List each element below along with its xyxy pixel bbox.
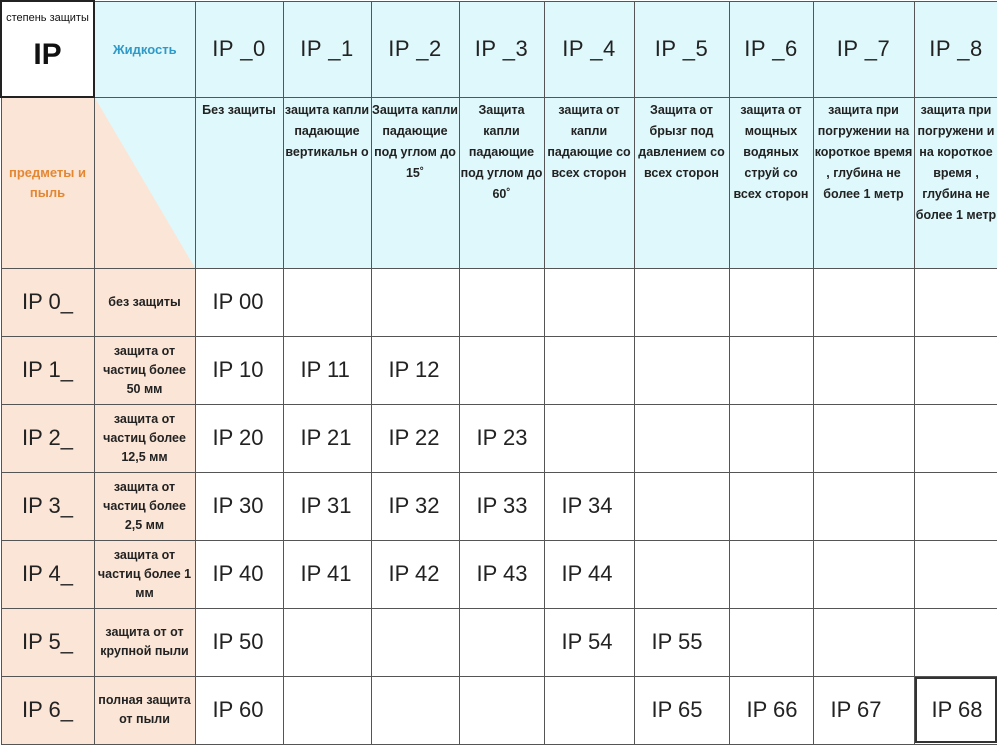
empty-cell bbox=[914, 336, 997, 404]
empty-cell bbox=[914, 472, 997, 540]
ip-code-cell: IP 23 bbox=[459, 404, 544, 472]
protection-degree-caption: степень защиты bbox=[6, 12, 89, 24]
empty-cell bbox=[729, 404, 813, 472]
row-code: IP 2_ bbox=[1, 404, 94, 472]
empty-cell bbox=[634, 404, 729, 472]
table-row bbox=[1, 336, 997, 404]
row-description: полная защита от пыли bbox=[94, 676, 195, 744]
row-code: IP 4_ bbox=[1, 540, 94, 608]
empty-cell bbox=[371, 608, 459, 676]
column-description: защита от капли падающие со всех сторон bbox=[544, 97, 634, 268]
empty-cell bbox=[459, 676, 544, 744]
row-code: IP 3_ bbox=[1, 472, 94, 540]
empty-cell bbox=[813, 336, 914, 404]
empty-cell bbox=[459, 608, 544, 676]
liquid-label: Жидкость bbox=[94, 1, 195, 97]
row-description: защита от частиц более 2,5 мм bbox=[94, 472, 195, 540]
empty-cell bbox=[813, 268, 914, 336]
ip-code-cell: IP 22 bbox=[371, 404, 459, 472]
row-code: IP 1_ bbox=[1, 336, 94, 404]
column-code: IP _7 bbox=[813, 1, 914, 97]
empty-cell bbox=[634, 268, 729, 336]
empty-cell bbox=[283, 268, 371, 336]
ip-code-cell: IP 00 bbox=[195, 268, 283, 336]
corner-title-cell bbox=[1, 1, 94, 97]
ip-code-cell: IP 50 bbox=[195, 608, 283, 676]
ip-code-cell: IP 60 bbox=[195, 676, 283, 744]
ip-code-cell: IP 10 bbox=[195, 336, 283, 404]
ip-code-cell: IP 12 bbox=[371, 336, 459, 404]
row-description: защита от частиц более 1 мм bbox=[94, 540, 195, 608]
ip-code-cell: IP 21 bbox=[283, 404, 371, 472]
ip-code-cell: IP 68 bbox=[914, 676, 997, 744]
diagonal-split-cell bbox=[94, 97, 195, 268]
empty-cell bbox=[283, 608, 371, 676]
ip-code-cell: IP 54 bbox=[544, 608, 634, 676]
ip-code-cell: IP 41 bbox=[283, 540, 371, 608]
ip-code-cell: IP 44 bbox=[544, 540, 634, 608]
column-description: Без защиты bbox=[195, 97, 283, 268]
empty-cell bbox=[634, 472, 729, 540]
ip-code-cell: IP 32 bbox=[371, 472, 459, 540]
column-description: Защита капли падающие под углом до 60˚ bbox=[459, 97, 544, 268]
header-row-descriptions bbox=[1, 97, 997, 268]
diagonal-split-shape bbox=[95, 98, 195, 268]
column-description: Защита капли падающие под углом до 15˚ bbox=[371, 97, 459, 268]
ip-code-cell: IP 31 bbox=[283, 472, 371, 540]
table-row bbox=[1, 472, 997, 540]
empty-cell bbox=[914, 608, 997, 676]
column-code: IP _1 bbox=[283, 1, 371, 97]
row-description: защита от от крупной пыли bbox=[94, 608, 195, 676]
ip-code-cell: IP 20 bbox=[195, 404, 283, 472]
ip-code-cell: IP 33 bbox=[459, 472, 544, 540]
column-description: защита от мощных водяных струй со всех сторон bbox=[729, 97, 813, 268]
table-row bbox=[1, 268, 997, 336]
ip-code-cell: IP 40 bbox=[195, 540, 283, 608]
row-code: IP 0_ bbox=[1, 268, 94, 336]
column-code: IP _2 bbox=[371, 1, 459, 97]
empty-cell bbox=[544, 336, 634, 404]
empty-cell bbox=[729, 608, 813, 676]
empty-cell bbox=[729, 540, 813, 608]
ip-code-cell: IP 43 bbox=[459, 540, 544, 608]
ip-code-cell: IP 67 bbox=[813, 676, 914, 744]
ip-code-cell: IP 55 bbox=[634, 608, 729, 676]
ip-code-cell: IP 30 bbox=[195, 472, 283, 540]
ip-code-cell: IP 65 bbox=[634, 676, 729, 744]
row-code: IP 5_ bbox=[1, 608, 94, 676]
row-code: IP 6_ bbox=[1, 676, 94, 744]
ip-code-cell: IP 66 bbox=[729, 676, 813, 744]
row-description: без защиты bbox=[94, 268, 195, 336]
empty-cell bbox=[813, 608, 914, 676]
empty-cell bbox=[634, 540, 729, 608]
empty-cell bbox=[371, 268, 459, 336]
header-row-codes bbox=[1, 1, 997, 97]
empty-cell bbox=[544, 404, 634, 472]
column-code: IP _3 bbox=[459, 1, 544, 97]
column-code: IP _8 bbox=[914, 1, 997, 97]
ip-code-cell: IP 11 bbox=[283, 336, 371, 404]
table-row bbox=[1, 676, 997, 744]
solids-label: предметы и пыль bbox=[1, 97, 94, 268]
empty-cell bbox=[914, 268, 997, 336]
ip-code-cell: IP 34 bbox=[544, 472, 634, 540]
empty-cell bbox=[283, 676, 371, 744]
empty-cell bbox=[914, 540, 997, 608]
empty-cell bbox=[729, 336, 813, 404]
empty-cell bbox=[634, 336, 729, 404]
table-row bbox=[1, 404, 997, 472]
column-description: Защита от брызг под давлением со всех сторон bbox=[634, 97, 729, 268]
table-body bbox=[1, 268, 997, 744]
row-description: защита от частиц более 50 мм bbox=[94, 336, 195, 404]
table-row bbox=[1, 608, 997, 676]
empty-cell bbox=[729, 472, 813, 540]
column-code: IP _0 bbox=[195, 1, 283, 97]
column-description: защита капли падающие вертикальн о bbox=[283, 97, 371, 268]
empty-cell bbox=[459, 336, 544, 404]
column-code: IP _4 bbox=[544, 1, 634, 97]
ip-code-cell: IP 42 bbox=[371, 540, 459, 608]
empty-cell bbox=[729, 268, 813, 336]
column-code: IP _6 bbox=[729, 1, 813, 97]
empty-cell bbox=[459, 268, 544, 336]
column-code: IP _5 bbox=[634, 1, 729, 97]
row-description: защита от частиц более 12,5 мм bbox=[94, 404, 195, 472]
empty-cell bbox=[371, 676, 459, 744]
column-description: защита при погружени и на короткое время , глубина не более 1 метр bbox=[914, 97, 997, 268]
empty-cell bbox=[914, 404, 997, 472]
empty-cell bbox=[544, 268, 634, 336]
ip-big-label: IP bbox=[33, 38, 62, 71]
empty-cell bbox=[544, 676, 634, 744]
table-row bbox=[1, 540, 997, 608]
column-description: защита при погружении на короткое время , глубина не более 1 метр bbox=[813, 97, 914, 268]
empty-cell bbox=[813, 404, 914, 472]
empty-cell bbox=[813, 472, 914, 540]
empty-cell bbox=[813, 540, 914, 608]
